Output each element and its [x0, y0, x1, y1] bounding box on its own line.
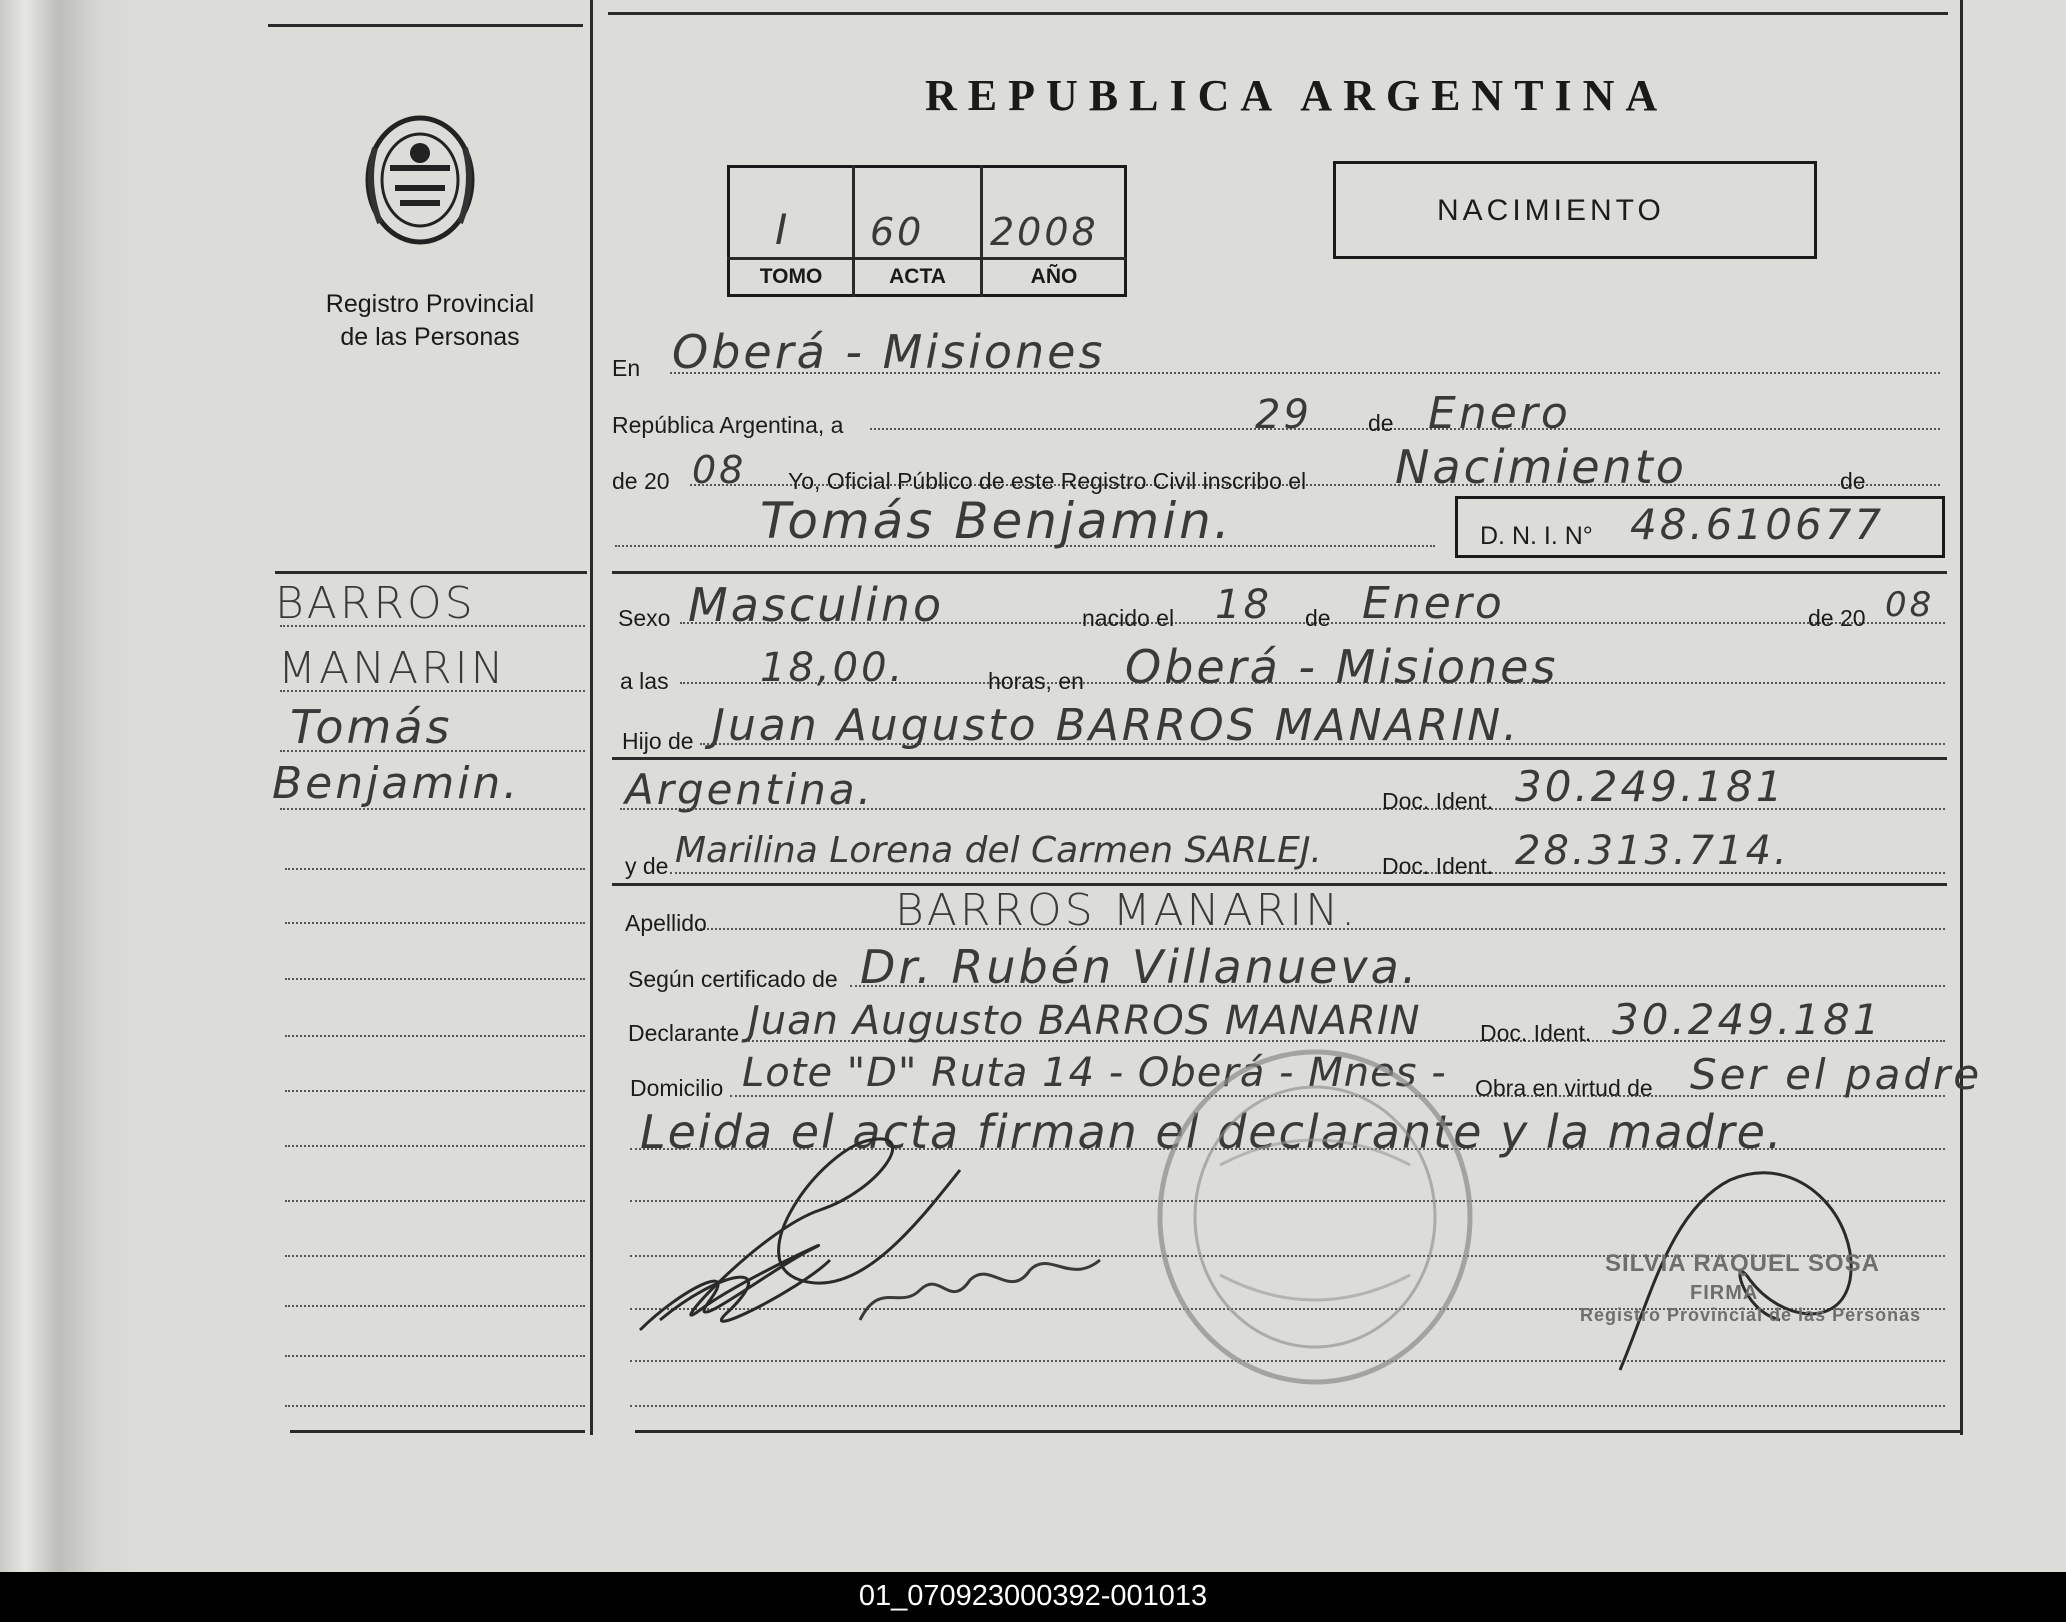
acta-value: 60: [870, 210, 925, 254]
de20-label: de 20: [612, 468, 670, 494]
anio-value: 2008: [990, 210, 1099, 254]
officer-stamp-role: FIRMA: [1690, 1282, 1759, 1304]
top-rule-right: [608, 12, 1948, 15]
mother-doc-value: 28.313.714.: [1515, 828, 1790, 874]
republica-label: República Argentina, a: [612, 412, 844, 438]
year-short-value: 08: [692, 448, 747, 492]
de-label-2: de: [1840, 468, 1866, 494]
de20-label-2: de 20: [1808, 605, 1866, 631]
child-name-value: Tomás Benjamin.: [760, 492, 1233, 550]
declarant-doc-value: 30.249.181: [1612, 995, 1883, 1044]
margin-given-1: Tomás: [290, 700, 453, 754]
margin-line: [285, 1200, 585, 1202]
birth-place-value: Oberá - Misiones: [1125, 640, 1559, 694]
margin-line: [285, 868, 585, 870]
day-value: 29: [1255, 392, 1312, 438]
dni-label: D. N. I. N°: [1480, 522, 1593, 550]
inscribo-value: Nacimiento: [1395, 440, 1687, 494]
act-type: NACIMIENTO: [1437, 194, 1665, 227]
doc-label: Doc. Ident.: [1382, 788, 1494, 814]
tomo-value: I: [775, 205, 791, 254]
officer-stamp-name: SILVIA RAQUEL SOSA: [1605, 1250, 1880, 1277]
bottom-rule-left: [290, 1430, 585, 1433]
acta-label: ACTA: [889, 265, 946, 288]
birth-day-value: 18: [1215, 582, 1272, 628]
en-value: Oberá - Misiones: [672, 325, 1106, 379]
surname-value: BARROS MANARIN.: [895, 885, 1359, 936]
yde-label: y de: [625, 853, 669, 879]
country-title: REPUBLICA ARGENTINA: [925, 71, 1669, 120]
margin-given-2: Benjamin.: [272, 758, 521, 809]
mother-name-value: Marilina Lorena del Carmen SARLEJ.: [675, 830, 1322, 871]
dni-value: 48.610677: [1630, 500, 1885, 549]
document-id: 01_070923000392-001013: [858, 1580, 1208, 1612]
bottom-rule-right: [635, 1430, 1960, 1433]
declarant-signature-icon: [620, 1110, 1120, 1350]
doctor-value: Dr. Rubén Villanueva.: [860, 940, 1420, 994]
domicilio-label: Domicilio: [630, 1075, 724, 1101]
anio-label: AÑO: [1030, 265, 1078, 288]
reading-note-value: Leida el acta firman el declarante y la madre.: [640, 1105, 1784, 1159]
father-doc-value: 30.249.181: [1515, 762, 1786, 811]
declarante-label: Declarante: [628, 1020, 740, 1046]
birth-year-value: 08: [1885, 585, 1935, 625]
section-rule-2: [612, 757, 1947, 760]
margin-line: [285, 1405, 585, 1407]
margin-line: [285, 1090, 585, 1092]
margin-surname-2: MANARIN: [278, 643, 507, 694]
margin-line: [285, 1255, 585, 1257]
father-nationality-value: Argentina.: [625, 765, 874, 814]
margin-line: [285, 978, 585, 980]
horas-label: horas, en: [988, 668, 1084, 694]
officer-stamp-office: Registro Provincial de las Personas: [1580, 1305, 1922, 1325]
month-value: Enero: [1428, 388, 1571, 439]
de-label: de: [1368, 410, 1394, 436]
registry-line-1: Registro Provincial: [325, 290, 535, 318]
record-label-rule: [727, 257, 1127, 260]
section-rule-1: [612, 571, 1947, 574]
declarant-value: Juan Augusto BARROS MANARIN: [748, 998, 1421, 1044]
margin-line: [285, 1145, 585, 1147]
book-binding-shadow: [0, 0, 140, 1572]
de-label-3: de: [1305, 605, 1331, 631]
margin-header-rule: [275, 571, 587, 574]
apellido-label: Apellido: [625, 910, 707, 936]
segun-label: Según certificado de: [628, 966, 838, 992]
form-line: [870, 428, 1940, 430]
provincial-seal-icon: [355, 108, 485, 258]
tomo-label: TOMO: [759, 265, 823, 288]
birth-hour-value: 18,00.: [760, 645, 906, 691]
sexo-label: Sexo: [618, 605, 671, 631]
form-line: [630, 1405, 1945, 1407]
margin-line: [285, 1035, 585, 1037]
right-border: [1960, 0, 1963, 1435]
sexo-value: Masculino: [688, 578, 945, 632]
hijo-label: Hijo de: [622, 728, 694, 754]
birth-month-value: Enero: [1362, 578, 1505, 629]
doc-label-2: Doc. Ident.: [1382, 853, 1494, 879]
obra-label: Obra en virtud de: [1475, 1075, 1653, 1101]
alas-label: a las: [620, 668, 669, 694]
doc-label-3: Doc. Ident.: [1480, 1020, 1592, 1046]
margin-line: [285, 1355, 585, 1357]
address-value: Lote "D" Ruta 14 - Oberá - Mnes -: [742, 1050, 1447, 1096]
father-name-value: Juan Augusto BARROS MANARIN.: [712, 700, 1521, 751]
yo-oficial-label: Yo, Oficial Público de este Registro Civil inscribo el: [788, 468, 1307, 494]
margin-line: [285, 1305, 585, 1307]
margin-line: [285, 922, 585, 924]
margin-surname-1: BARROS: [275, 578, 476, 629]
official-stamp-icon: [1150, 1045, 1480, 1390]
nacido-label: nacido el: [1082, 605, 1175, 631]
en-label: En: [612, 355, 641, 381]
left-column-divider: [590, 0, 593, 1435]
registry-name: [300, 288, 560, 354]
virtue-value: Ser el padre: [1690, 1050, 1983, 1099]
registry-line-2: de las Personas: [340, 323, 520, 351]
top-rule-left: [268, 24, 583, 27]
